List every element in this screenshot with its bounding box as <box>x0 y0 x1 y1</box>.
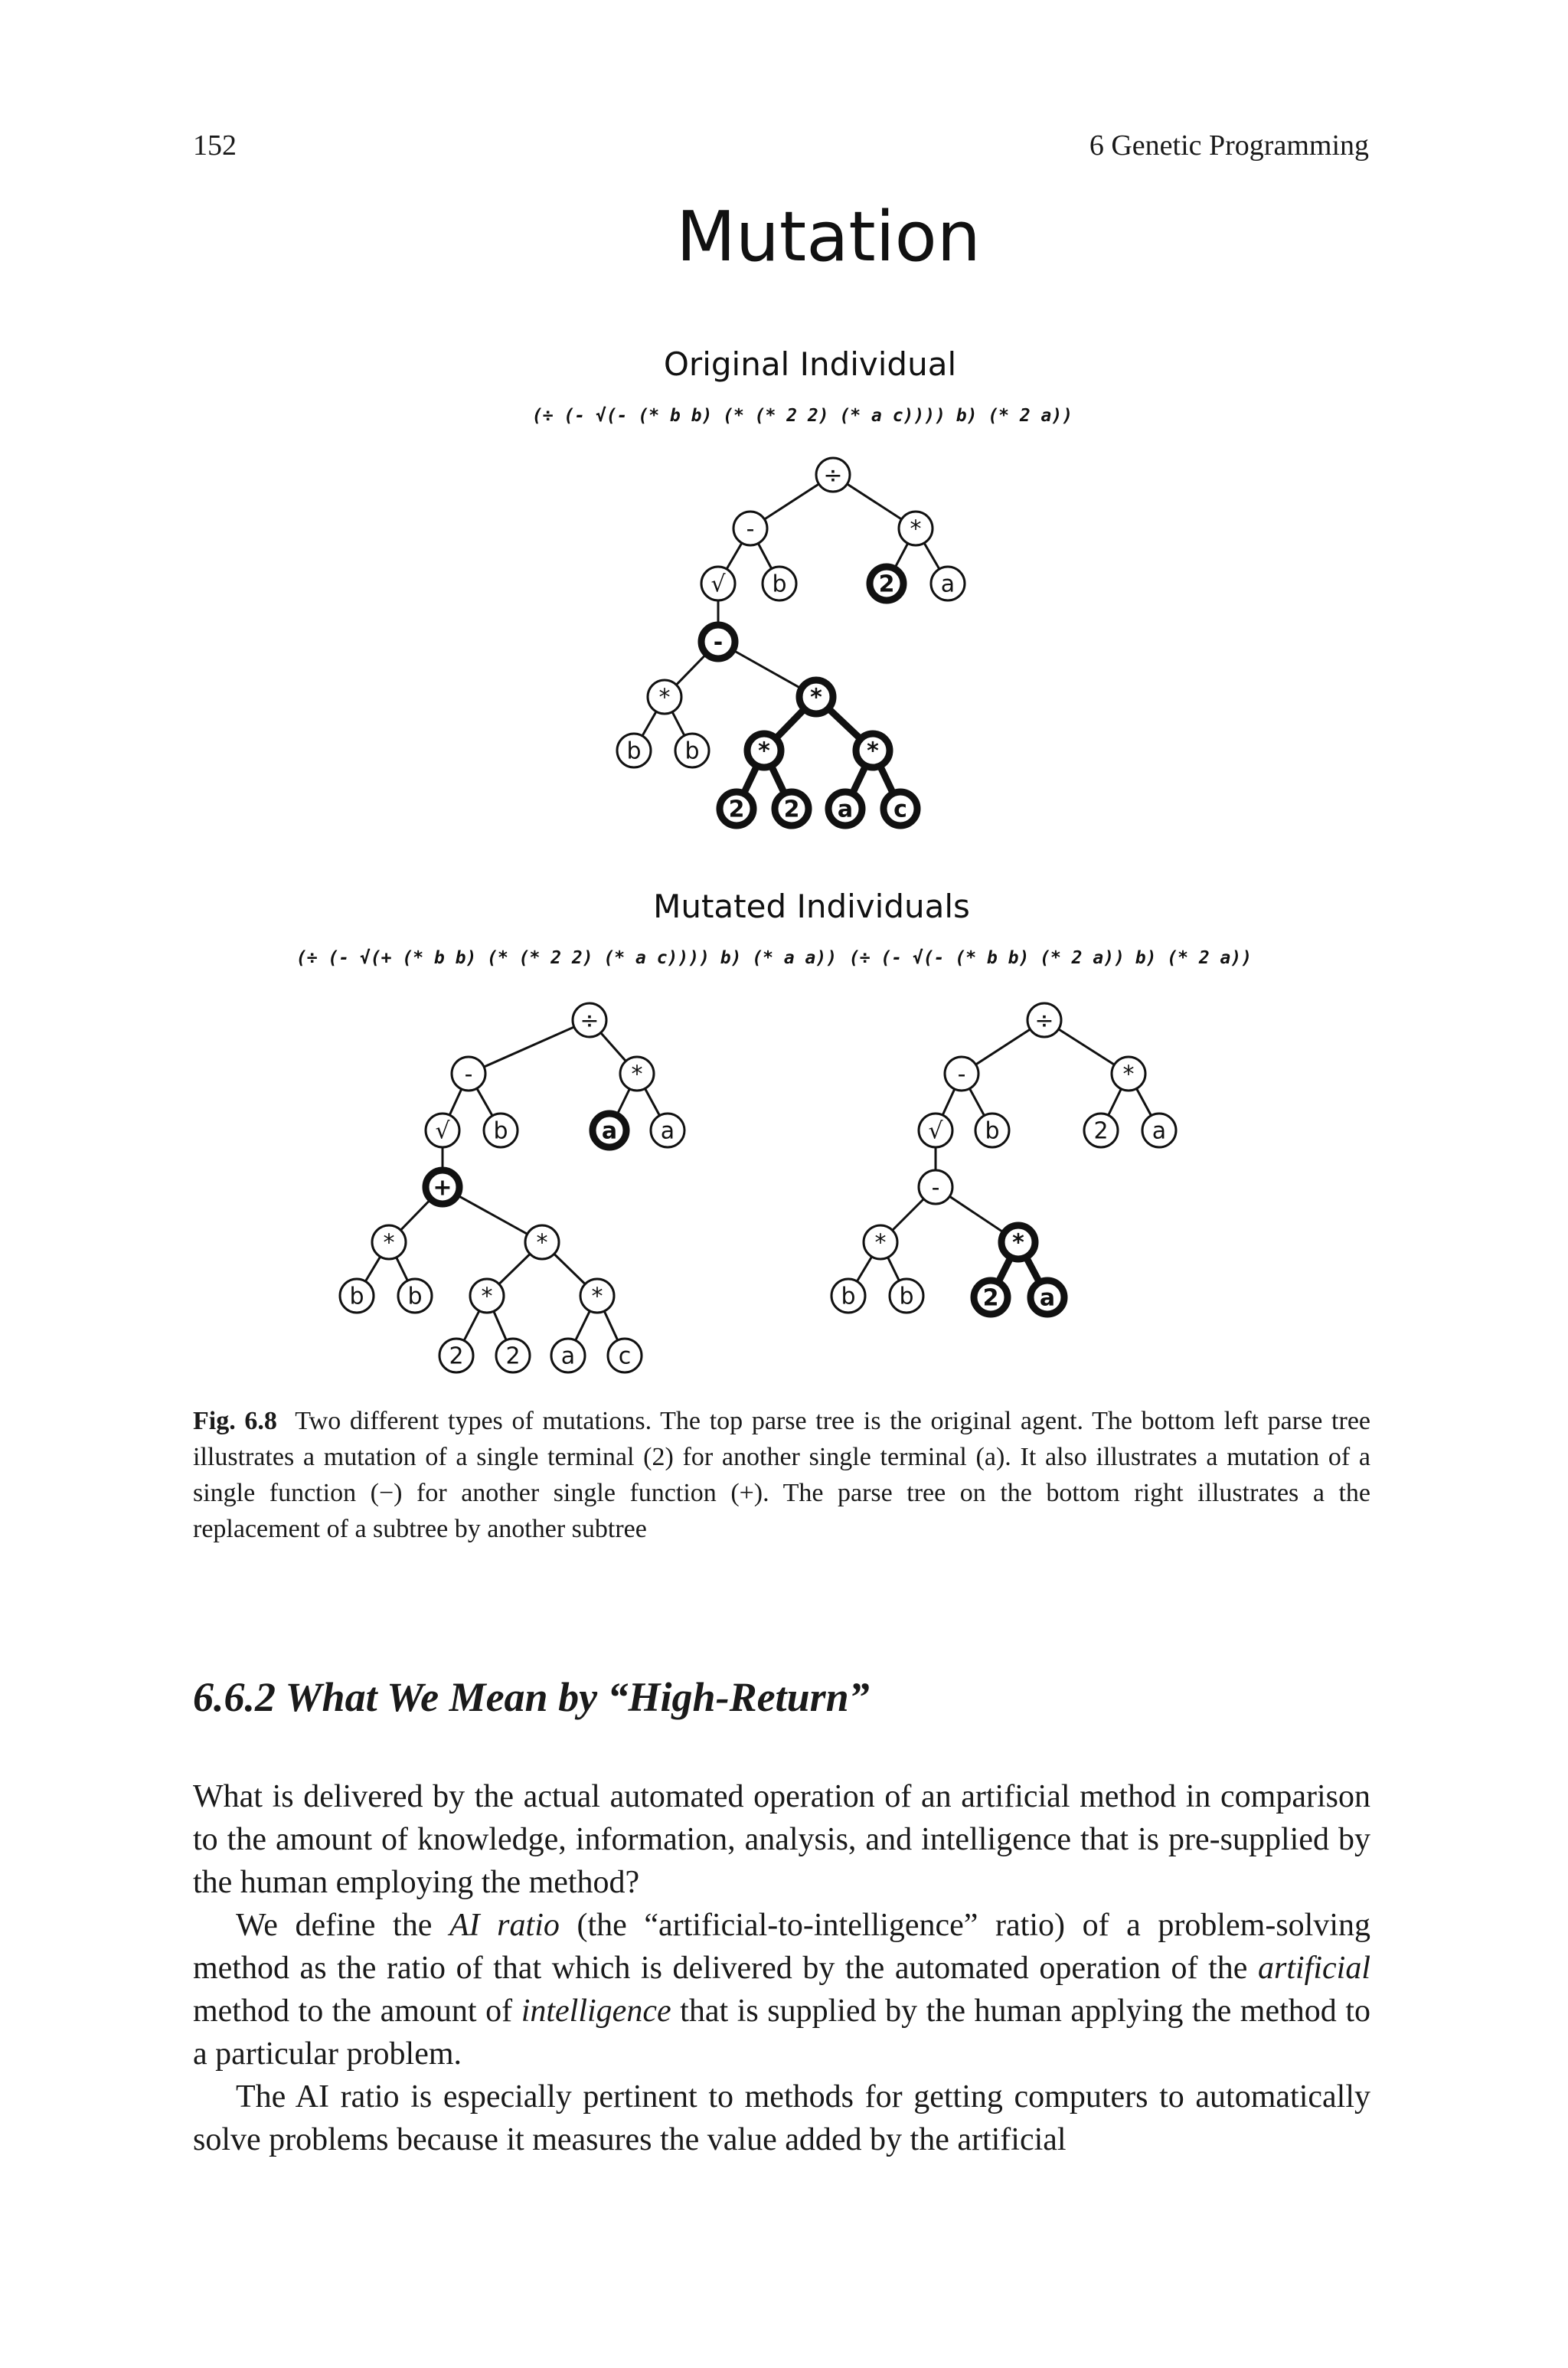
tree-node-label: a <box>940 571 956 598</box>
tree-node-label: √ <box>710 571 726 598</box>
chapter-title: 6 Genetic Programming <box>1089 129 1369 162</box>
tree-node-label: * <box>1122 1061 1135 1088</box>
tree-node-label: 2 <box>783 796 800 823</box>
caption-text: Two different types of mutations. The top parse tree is the original agent. The bottom left parse tree illustrates a mutation of a single terminal (2) for another single terminal (a). It also illustrates a mutation of a single function (−) for another single function (+). The parse tree on the bottom right illustrates a the replacement of a subtree by another subtree <box>193 1407 1371 1543</box>
tree-node <box>525 1225 559 1259</box>
tree-node-label: * <box>481 1283 493 1310</box>
tree-node <box>580 1279 614 1313</box>
tree-node <box>890 1279 923 1313</box>
tree-node <box>340 1279 374 1313</box>
tree-node-mutated <box>856 734 890 767</box>
tree-node-label: c <box>893 796 907 823</box>
tree-node-mutated <box>1001 1225 1035 1259</box>
mutated-left-expression: (÷ (- √(+ (* b b) (* (* 2 2) (* a c)))) b) (* a a)) <box>296 948 838 968</box>
tree-node <box>919 1170 952 1204</box>
tree-node-label: a <box>601 1117 618 1145</box>
tree-node <box>975 1114 1009 1147</box>
page-number: 152 <box>193 129 237 162</box>
tree-node <box>617 734 651 767</box>
mutated-right-tree <box>831 1003 1176 1314</box>
tree-node-label: ÷ <box>823 462 843 489</box>
figure-caption <box>193 1403 1370 1547</box>
tree-node-label: 2 <box>449 1343 464 1370</box>
tree-node-label: - <box>957 1061 966 1088</box>
tree-node <box>470 1279 504 1313</box>
tree-node-label: ÷ <box>580 1007 599 1035</box>
tree-node-label: 2 <box>982 1284 999 1312</box>
tree-node <box>763 567 796 600</box>
tree-node-mutated <box>701 625 735 659</box>
tree-node-mutated <box>870 567 903 600</box>
tree-node <box>919 1114 952 1147</box>
tree-node-label: √ <box>928 1117 943 1145</box>
tree-node <box>452 1057 485 1091</box>
tree-node <box>945 1057 978 1091</box>
caption-label: Fig. 6.8 <box>193 1407 277 1435</box>
tree-node-label: * <box>810 684 822 711</box>
tree-node-label: b <box>899 1283 914 1310</box>
tree-node-mutated <box>799 680 833 714</box>
tree-node-label: 2 <box>1093 1117 1109 1145</box>
tree-node-label: * <box>874 1229 887 1257</box>
paragraph-2: We define the AI ratio (the “artificial-to-intelligence” ratio) of a problem-solving method as the ratio of that which is delivered by the automated operation of the artificial method to the amount of intelligence that is supplied by the human applying the method to a particular problem. <box>193 1908 1371 2072</box>
body-text <box>193 1775 1370 2161</box>
tree-node <box>398 1279 432 1313</box>
tree-node <box>496 1339 530 1372</box>
tree-node-label: * <box>536 1229 548 1257</box>
original-label: Original Individual <box>663 345 957 383</box>
term-artificial: artificial <box>1258 1951 1370 1986</box>
mutated-right-expression: (÷ (- √(- (* b b) (* 2 a)) b) (* 2 a)) <box>848 948 1253 968</box>
tree-node-mutated <box>974 1280 1008 1314</box>
mutated-label: Mutated Individuals <box>653 888 970 925</box>
original-expression: (÷ (- √(- (* b b) (* (* 2 2) (* a c)))) b) (* 2 a)) <box>531 406 1073 426</box>
tree-node-label: * <box>910 515 922 543</box>
tree-node <box>831 1279 865 1313</box>
tree-node-label: a <box>1152 1117 1167 1145</box>
tree-node-label: b <box>841 1283 856 1310</box>
tree-node-label: * <box>383 1229 395 1257</box>
paragraph-3: The AI ratio is especially pertinent to methods for getting computers to automatically solve problems because it measures the value added by the artificial <box>193 2079 1370 2157</box>
tree-node-mutated <box>828 792 862 826</box>
paragraph-1: What is delivered by the actual automated operation of an artificial method in comparison to the amount of knowledge, information, analysis, and intelligence that is pre-supplied by the human employing the method? <box>193 1779 1370 1900</box>
tree-node <box>608 1339 642 1372</box>
tree-node-mutated <box>593 1114 626 1147</box>
tree-node-label: - <box>464 1061 473 1088</box>
tree-node-label: b <box>684 738 700 765</box>
tree-node-mutated <box>747 734 781 767</box>
tree-node-mutated <box>720 792 753 826</box>
tree-node-label: a <box>660 1117 675 1145</box>
tree-node <box>1112 1057 1145 1091</box>
tree-node-label: a <box>837 796 854 823</box>
tree-node-label: √ <box>435 1117 450 1145</box>
tree-node-label: b <box>772 571 787 598</box>
tree-node <box>816 458 850 492</box>
tree-node-label: b <box>407 1283 423 1310</box>
tree-node <box>620 1057 654 1091</box>
tree-node-label: 2 <box>505 1343 521 1370</box>
figure-title: Mutation <box>676 197 981 277</box>
tree-node-label: - <box>931 1174 940 1202</box>
tree-node-label: b <box>493 1117 508 1145</box>
original-tree <box>617 458 965 826</box>
tree-node <box>648 680 681 714</box>
tree-node <box>675 734 709 767</box>
term-ai-ratio: AI ratio <box>449 1908 560 1943</box>
tree-node-label: - <box>746 515 755 543</box>
tree-node-label: * <box>658 684 671 711</box>
tree-node-label: * <box>1012 1229 1024 1257</box>
term-intelligence: intelligence <box>521 1994 671 2029</box>
tree-node <box>1084 1114 1118 1147</box>
tree-node-label: c <box>618 1343 632 1370</box>
tree-node-label: a <box>1039 1284 1056 1312</box>
tree-node-label: a <box>560 1343 576 1370</box>
tree-node <box>864 1225 897 1259</box>
tree-node-mutated <box>426 1170 459 1204</box>
tree-edge <box>469 1020 590 1074</box>
tree-node-label: * <box>631 1061 643 1088</box>
tree-node <box>484 1114 518 1147</box>
tree-node-label: 2 <box>878 571 895 598</box>
tree-node-label: ÷ <box>1034 1007 1054 1035</box>
tree-node <box>651 1114 684 1147</box>
tree-node <box>1142 1114 1176 1147</box>
tree-node <box>899 512 933 545</box>
tree-node-label: * <box>591 1283 603 1310</box>
tree-node-label: b <box>349 1283 364 1310</box>
tree-node <box>551 1339 585 1372</box>
tree-node-mutated <box>775 792 808 826</box>
tree-node <box>573 1003 606 1037</box>
tree-node-label: b <box>626 738 642 765</box>
tree-node-label: 2 <box>728 796 745 823</box>
tree-node-label: * <box>758 738 770 765</box>
tree-node-label: - <box>713 629 724 656</box>
tree-node-mutated <box>1031 1280 1064 1314</box>
tree-node <box>372 1225 406 1259</box>
tree-node-label: b <box>985 1117 1000 1145</box>
section-heading: 6.6.2 What We Mean by “High-Return” <box>193 1674 870 1720</box>
tree-node <box>426 1114 459 1147</box>
tree-node <box>439 1339 473 1372</box>
tree-node <box>931 567 965 600</box>
tree-node-label: + <box>433 1174 452 1202</box>
tree-node <box>733 512 767 545</box>
tree-node <box>1027 1003 1061 1037</box>
tree-node-mutated <box>884 792 917 826</box>
tree-node <box>701 567 735 600</box>
mutated-left-tree <box>340 1003 684 1372</box>
tree-node-label: * <box>867 738 879 765</box>
